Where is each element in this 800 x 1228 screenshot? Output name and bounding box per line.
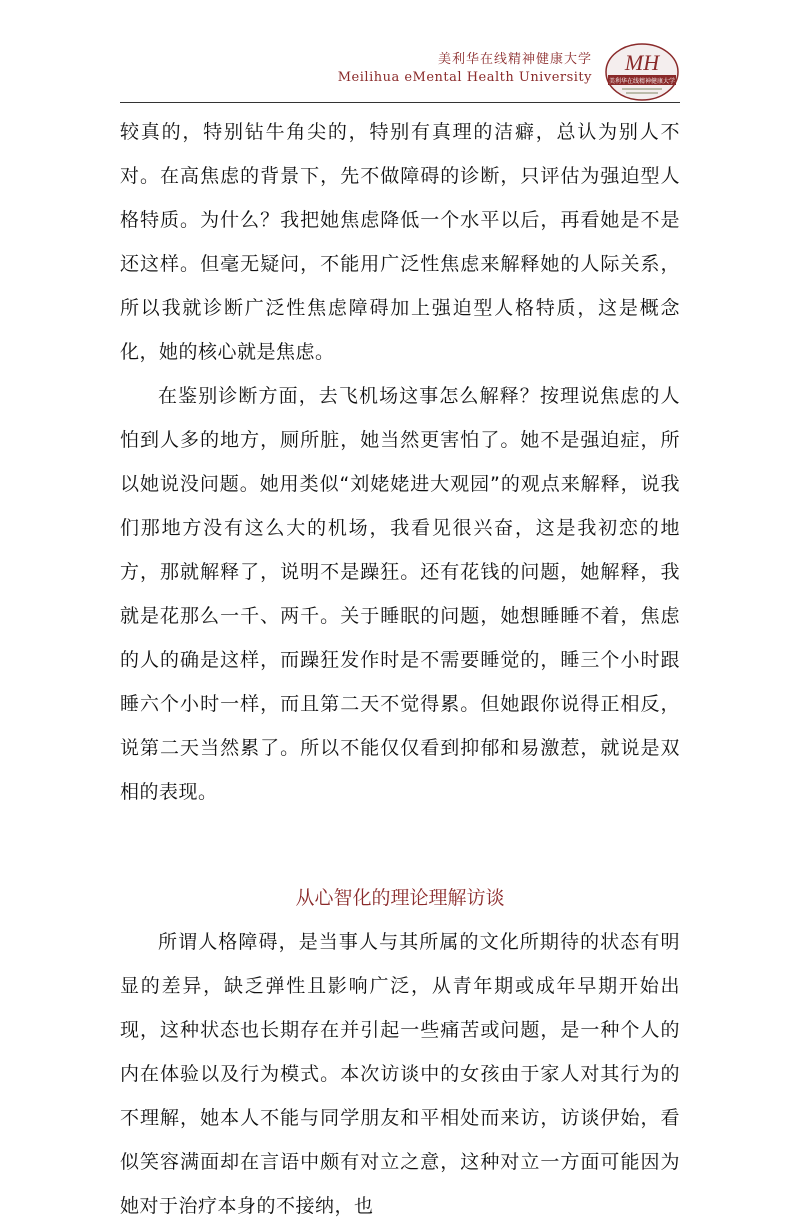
document-body <box>120 110 680 1228</box>
header-rule <box>120 102 680 103</box>
header-title-cn: 美利华在线精神健康大学 <box>437 52 592 67</box>
logo-subtext: 美利华在线精神健康大学 <box>608 78 676 85</box>
section-heading: 从心智化的理论理解访谈 <box>295 887 505 909</box>
page-header <box>120 0 680 104</box>
paragraph-personality-disorder: 所谓人格障碍，是当事人与其所属的文化所期待的状态有明显的差异，缺乏弹性且影响广泛，从青年期或成年早期开始出现，这种状态也长期存在并引起一些痛苦或问题，是一种个人的内在体验以及行为模式。本次访谈中的女孩由于家人对其行为的不理解，她本人不能与同学朋友和平相处而来访，访谈伊始，看似笑容满面却在言语中颇有对立之意，这种对立一方面可能因为她对于治疗本身的不接纳，也 <box>120 931 680 1217</box>
logo-mark: MH <box>624 50 660 75</box>
university-logo <box>604 42 680 102</box>
paragraph-continuation: 较真的，特别钻牛角尖的，特别有真理的洁癖，总认为别人不对。在高焦虑的背景下，先不做障碍的诊断，只评估为强迫型人格特质。为什么？我把她焦虑降低一个水平以后，再看她是不是还这样。但毫无疑问，不能用广泛性焦虑来解释她的人际关系，所以我就诊断广泛性焦虑障碍加上强迫型人格特质，这是概念化，她的核心就是焦虑。 <box>120 121 680 363</box>
paragraph-differential-diagnosis: 在鉴别诊断方面，去飞机场这事怎么解释？按理说焦虑的人怕到人多的地方，厕所脏，她当然更害怕了。她不是强迫症，所以她说没问题。她用类似“刘姥姥进大观园”的观点来解释，说我们那地方没有这么大的机场，我看见很兴奋，这是我初恋的地方，那就解释了，说明不是躁狂。还有花钱的问题，她解释，我就是花那么一千、两千。关于睡眠的问题，她想睡睡不着，焦虑的人的确是这样，而躁狂发作时是不需要睡觉的，睡三个小时跟睡六个小时一样，而且第二天不觉得累。但她跟你说得正相反，说第二天当然累了。所以不能仅仅看到抑郁和易激惹，就说是双相的表现。 <box>120 385 680 803</box>
header-title-en: Meilihua eMental Health University <box>337 70 592 85</box>
